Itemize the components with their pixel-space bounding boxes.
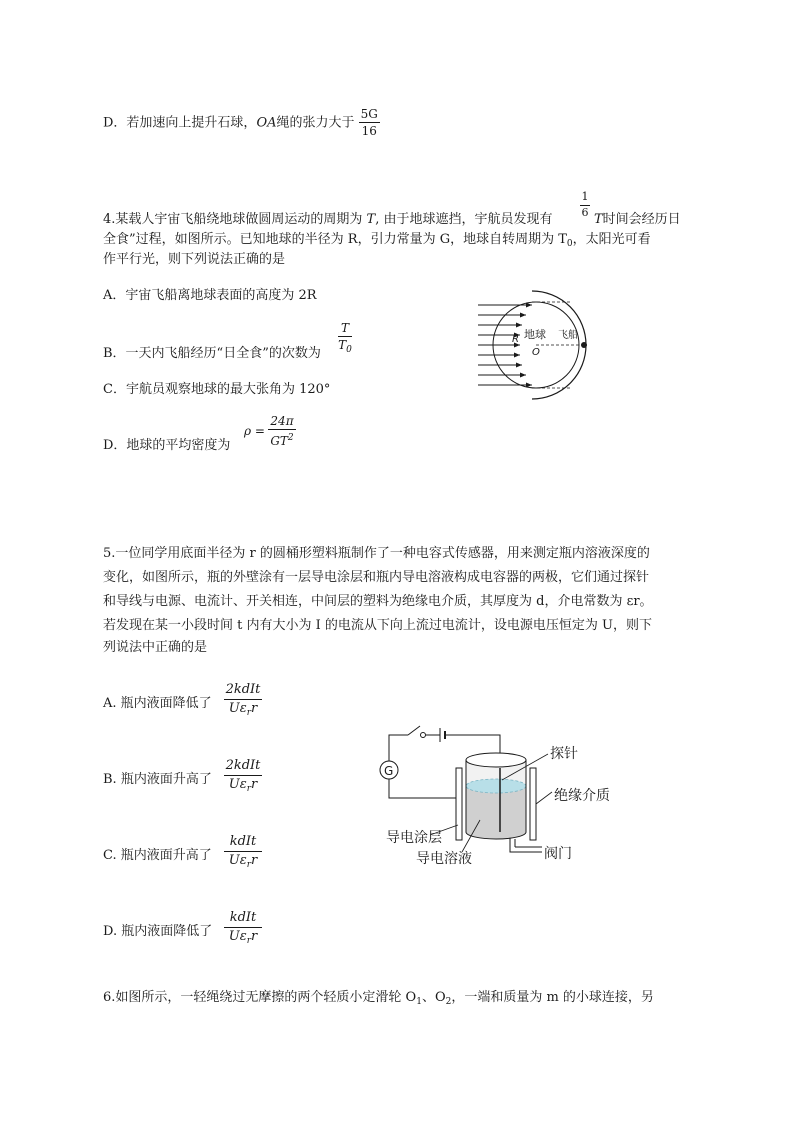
q5-option-c: C. 瓶内液面升高了 <box>103 848 212 863</box>
q4-option-d-rho: ρ = <box>244 424 265 438</box>
spaceship-dot <box>581 342 587 348</box>
q5-option-d: D. 瓶内液面降低了 <box>103 924 213 939</box>
q5-option-b: B. 瓶内液面升高了 <box>103 772 212 787</box>
q5-option-b-fraction: 2kdIt $U\varepsilon_rr$ <box>225 758 261 794</box>
valve-label: 阀门 <box>544 846 572 862</box>
q4-earth-orbit-figure <box>470 285 640 410</box>
radius-label: R <box>512 334 519 345</box>
q5-option-a-fraction: 2kdIt $U\varepsilon_rr$ <box>225 682 261 718</box>
q4-option-b: B．一天内飞船经历“日全食”的次数为 <box>103 346 321 361</box>
q4-option-b-fraction: T $T_0$ <box>338 321 352 355</box>
solution-surface <box>466 779 526 793</box>
q4-option-d: D．地球的平均密度为 <box>103 438 231 453</box>
q5-stem-line-2: 变化，如图所示，瓶的外壁涂有一层导电涂层和瓶内导电溶液构成电容器的两极，它们通过探针 <box>103 570 650 585</box>
fraction-5g-16: $\frac{5G}{16}$ <box>360 107 378 138</box>
probe-label: 探针 <box>550 746 578 762</box>
q5-stem-line-5: 列说法中正确的是 <box>103 640 208 655</box>
q5-stem-line-4: 若发现在某一小段时间 t 内有大小为 I 的电流从下向上流过电流计，设电源电压恒定为 U，则下 <box>103 618 652 633</box>
bottle-top <box>466 753 526 767</box>
left-coating-plate <box>456 768 462 840</box>
q4-stem-line-1: 4.某载人宇宙飞船绕地球做圆周运动的周期为 T, 由于地球遮挡，宇航员发现有 <box>103 212 553 227</box>
oa-symbol: OA <box>256 115 277 131</box>
q4-option-d-fraction: 24π $GT^2$ <box>268 413 296 449</box>
q5-option-d-fraction: kdIt $U\varepsilon_rr$ <box>224 909 262 950</box>
solution-body <box>466 786 526 839</box>
q4-option-c: C．宇航员观察地球的最大张角为 120° <box>103 382 331 397</box>
q4-stem-line-3: 作平行光，则下列说法正确的是 <box>103 252 286 267</box>
right-coating-plate <box>530 768 536 840</box>
center-label: O <box>532 347 540 358</box>
solution-label: 导电溶液 <box>416 851 472 867</box>
q4-stem-line-1-end: T时间会经历日 <box>594 212 681 227</box>
q4-fraction-one-sixth: 1 6 <box>581 190 589 219</box>
q5-option-c-fraction: kdIt $U\varepsilon_rr$ <box>224 833 262 874</box>
q5-capacitor-sensor-figure <box>370 720 640 870</box>
q5-stem-line-3: 和导线与电源、电流计、开关相连，中间层的塑料为绝缘电介质，其厚度为 d，介电常数为 εr。 <box>103 594 653 609</box>
earth-label: 地球 <box>524 328 546 341</box>
q3-option-d: D．若加速向上提升石球，OA绳的张力大于 $\frac{5G}{16}$ <box>103 107 378 138</box>
ship-label: 飞船 <box>558 330 578 341</box>
q5-stem-line-1: 5.一位同学用底面半径为 r 的圆桶形塑料瓶制作了一种电容式传感器，用来测定瓶内溶液深度的 <box>103 546 650 561</box>
sunlight-rays <box>478 305 532 385</box>
insulator-label: 绝缘介质 <box>554 788 610 804</box>
q4-stem-line-2: 全食”过程，如图所示。已知地球的半径为 R，引力常量为 G，地球自转周期为 $T_0$，太阳光可看 <box>103 232 651 249</box>
q6-stem-line-1: 6.如图所示，一轻绳绕过无摩擦的两个轻质小定滑轮 $O_1$、$O_2$，一端和质量为 m 的小球连接，另 <box>103 990 654 1007</box>
galvanometer-label: G <box>384 764 394 778</box>
coating-label: 导电涂层 <box>386 830 442 846</box>
q5-option-a: A. 瓶内液面降低了 <box>103 696 212 711</box>
q4-option-a: A．宇宙飞船离地球表面的高度为 2R <box>103 288 317 303</box>
